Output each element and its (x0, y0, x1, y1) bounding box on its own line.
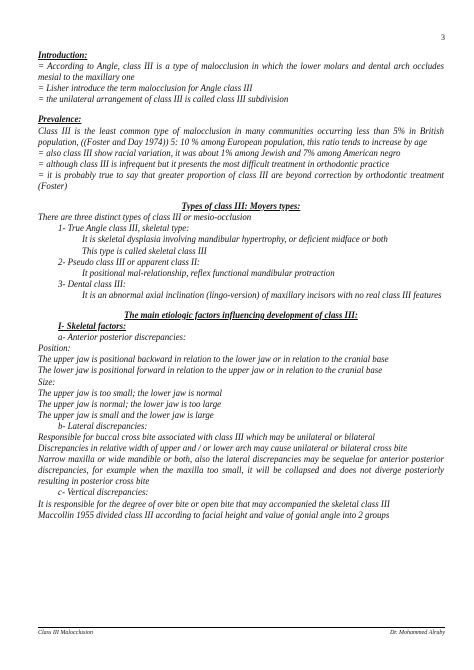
prevalence-line: = it is probably true to say that greater proportion of class III are beyond correction by orthodontic treatment (Foster) (38, 169, 444, 192)
type-item-label: 2- Pseudo class III or apparent class II: (58, 256, 200, 267)
types-intro: There are three distinct types of class III or mesio-occlusion (38, 212, 252, 223)
size-line: The upper jaw is normal; the lower jaw is too large (38, 398, 222, 409)
footer-author: Dr. Mohammed Alruby (389, 630, 445, 636)
subsection-a-label: a- Anterior posterior discrepancies: (58, 332, 186, 343)
vertical-line: Maccollin 1955 divided class III according to facial height and value of gonial angle into 2 groups (38, 509, 390, 520)
etiology-heading: The main etiologic factors influencing development of class III: (124, 309, 358, 320)
subsection-b-label: b- Lateral discrepancies: (58, 420, 148, 431)
skeletal-factors-heading: I- Skeletal factors: (58, 321, 127, 332)
types-heading: Types of class III: Moyers types: (181, 201, 301, 212)
prevalence-line: = also class III show racial variation, it was about 1% among Jewish and 7% among American negro (38, 147, 401, 158)
type-item-detail: This type is called skeletal class III (82, 245, 207, 256)
prevalence-line: = although class III is infrequent but it presents the most difficult treatment in orthodontic practice (38, 158, 390, 169)
footer-title: Class III Malocclusion (38, 630, 93, 636)
lateral-line: Discrepancies in relative width of upper and / or lower arch may cause unilateral or bilateral cross bite (38, 443, 408, 454)
page-number: 3 (441, 33, 445, 42)
footer-divider (38, 627, 445, 628)
vertical-line: It is responsible for the degree of over bite or open bite that may accompanied the skeletal class III (38, 498, 390, 509)
introduction-heading: Introduction: (38, 50, 88, 60)
position-label: Position: (38, 343, 71, 354)
prevalence-line: Class III is the least common type of malocclusion in many communities occurring less than 5% in British population, ((Foster and Day 1974)) 5: 10 % among European population, this ratio tends to increase by age (38, 125, 444, 147)
type-item-label: 1- True Angle class III, skeletal type: (58, 223, 190, 234)
subsection-c-label: c- Vertical discrepancies: (58, 487, 149, 498)
document-body (38, 50, 444, 521)
lateral-line: Responsible for buccal cross bite associated with class III which may be unilateral or bilateral (38, 432, 375, 442)
type-item-detail: It positional mal-relationship, reflex functional mandibular protraction (82, 267, 335, 278)
introduction-line: = According to Angle, class III is a type of malocclusion in which the lower molars and dental arch occludes mesial to the maxillary one (38, 61, 444, 83)
prevalence-heading: Prevalence: (38, 114, 82, 125)
size-line: The upper jaw is too small; the lower jaw is normal (38, 387, 222, 398)
position-line: The lower jaw is positional forward in relation to the upper jaw or in relation to the cranial base (38, 365, 383, 376)
position-line: The upper jaw is positional backward in relation to the lower jaw or in relation to the cranial base (38, 354, 389, 365)
size-line: The upper jaw is small and the lower jaw is large (38, 409, 214, 420)
type-item-detail: It is an abnormal axial inclination (lingo-version) of maxillary incisors with no real class III features (82, 289, 442, 300)
introduction-line: = Lisher introduce the term malocclusion for Angle class III (38, 83, 253, 94)
size-label: Size: (38, 376, 56, 387)
lateral-line: Narrow maxilla or wide mandible or both, also the lateral discrepancies may be sequelae for anterior posterior discrepancies, for example when the maxilla too small, it will be collapsed and does not diverge posteriorly resulting in posterior cross bite (38, 454, 444, 487)
type-item-detail: It is skeletal dysplasia involving mandibular hypertrophy, or deficient midface or both (82, 234, 388, 245)
introduction-line: = the unilateral arrangement of class III is called class III subdivision (38, 94, 289, 105)
type-item-label: 3- Dental class III: (58, 278, 126, 289)
